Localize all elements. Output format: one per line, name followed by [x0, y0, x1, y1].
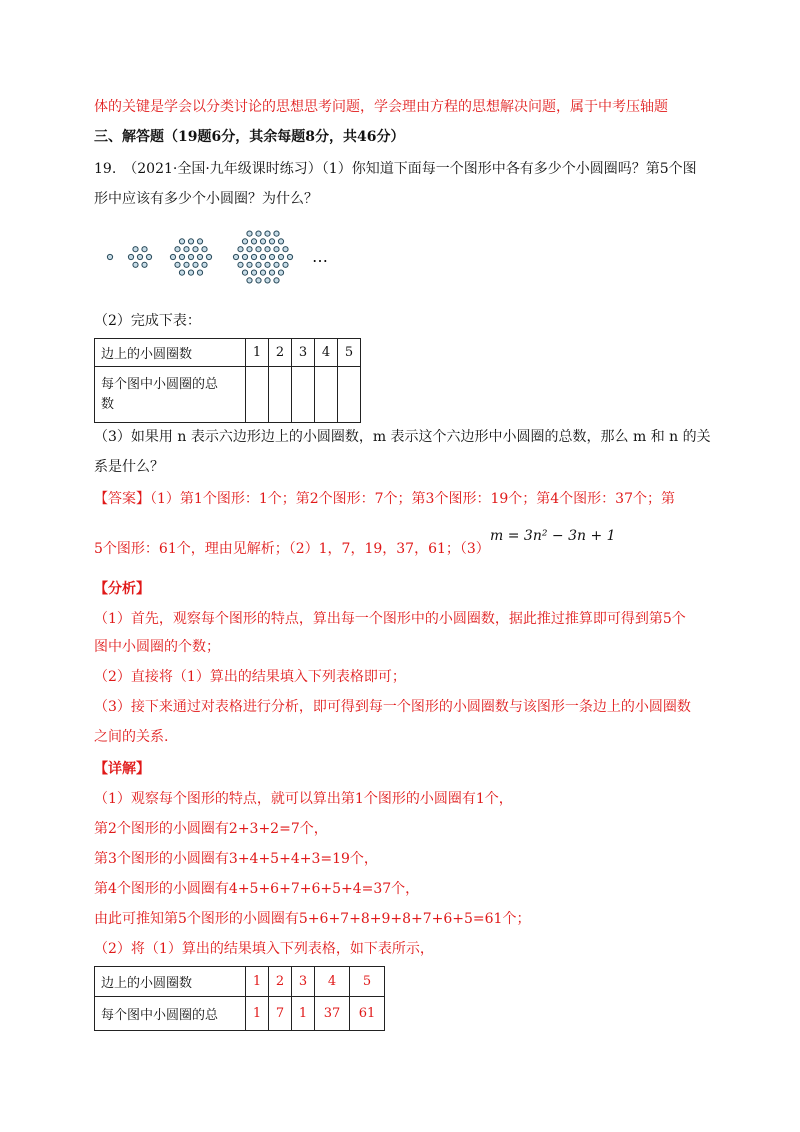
small-circle — [256, 247, 261, 252]
empty-table-col-1: 1 — [246, 339, 269, 367]
small-circle — [179, 254, 184, 259]
small-circle — [265, 262, 270, 267]
filled-table-col-5: 5 — [350, 967, 385, 997]
empty-table-row2-label — [95, 367, 246, 423]
question-line-1: 19. （2021·全国·九年级课时练习）（1）你知道下面每一个图形中各有多少个小圆圈吗？第5个图 — [94, 161, 697, 177]
small-circle — [269, 254, 274, 259]
small-circle — [247, 278, 252, 283]
analysis-p1-b: 图中小圆圈的个数； — [94, 639, 220, 655]
detail-line-4: 第4个图形的小圆圈有4+5+6+7+6+5+4=37个， — [94, 881, 420, 897]
empty-table-col-3: 3 — [292, 339, 315, 367]
empty-cell[interactable] — [292, 367, 315, 423]
filled-table-row1-label: 边上的小圆圈数 — [95, 967, 246, 997]
small-circle — [137, 254, 142, 259]
small-circle — [247, 231, 252, 236]
small-circle — [287, 254, 292, 259]
empty-table-row2-label-a: 每个图中小圆圈的总 — [101, 376, 219, 392]
small-circle — [256, 231, 261, 236]
answer-line-2: 5个图形：61个，理由见解析；（2）1，7，19，37，61；（3） — [94, 541, 490, 557]
small-circle — [170, 254, 175, 259]
small-circle — [242, 270, 247, 275]
empty-cell[interactable] — [269, 367, 292, 423]
small-circle — [202, 247, 207, 252]
small-circle — [179, 270, 184, 275]
empty-table — [94, 338, 361, 423]
detail-heading: 【详解】 — [94, 761, 150, 777]
small-circle — [265, 231, 270, 236]
analysis-heading: 【分析】 — [94, 581, 150, 597]
small-circle — [265, 278, 270, 283]
small-circle — [242, 239, 247, 244]
filled-table-value-4: 37 — [315, 997, 350, 1031]
hexagon-dot-figures — [100, 212, 340, 292]
small-circle — [251, 254, 256, 259]
detail-line-1: （1）观察每个图形的特点，就可以算出第1个图形的小圆圈有1个， — [94, 791, 513, 807]
small-circle — [188, 239, 193, 244]
empty-cell[interactable] — [246, 367, 269, 423]
empty-cell[interactable] — [315, 367, 338, 423]
small-circle — [193, 262, 198, 267]
small-circle — [142, 262, 147, 267]
intro-line: 体的关键是学会以分类讨论的思想思考问题，学会理由方程的思想解决问题，属于中考压轴题 — [94, 99, 668, 115]
small-circle — [238, 247, 243, 252]
small-circle — [179, 239, 184, 244]
filled-table-col-4: 4 — [315, 967, 350, 997]
filled-table-row2-label: 每个图中小圆圈的总 — [95, 997, 246, 1031]
small-circle — [256, 278, 261, 283]
section-heading: 三、解答题（19题6分，其余每题8分，共46分） — [94, 129, 405, 145]
filled-table-value-1: 1 — [246, 997, 269, 1031]
small-circle — [107, 254, 112, 259]
small-circle — [274, 278, 279, 283]
small-circle — [202, 262, 207, 267]
small-circle — [274, 231, 279, 236]
small-circle — [175, 247, 180, 252]
small-circle — [283, 262, 288, 267]
question-line-2: 形中应该有多少个小圆圈？为什么？ — [94, 191, 318, 207]
small-circle — [197, 239, 202, 244]
answer-formula: m = 3n² − 3n + 1 — [490, 528, 616, 544]
small-circle — [283, 247, 288, 252]
small-circle — [238, 262, 243, 267]
empty-table-col-4: 4 — [315, 339, 338, 367]
detail-line-3: 第3个图形的小圆圈有3+4+5+4+3=19个， — [94, 851, 378, 867]
analysis-p2: （2）直接将（1）算出的结果填入下列表格即可； — [94, 669, 406, 685]
small-circle — [142, 247, 147, 252]
small-circle — [233, 254, 238, 259]
analysis-p3-a: （3）接下来通过对表格进行分析，即可得到每一个图形的小圆圈数与该图形一条边上的小圆圈数 — [94, 699, 691, 715]
small-circle — [193, 247, 198, 252]
small-circle — [274, 247, 279, 252]
analysis-p1-a: （1）首先，观察每个图形的特点，算出每一个图形中的小圆圈数，据此推过推算即可得到第5个 — [94, 611, 686, 627]
filled-table-value-5: 61 — [350, 997, 385, 1031]
small-circle — [278, 270, 283, 275]
detail-line-6: （2）将（1）算出的结果填入下列表格，如下表所示， — [94, 941, 434, 957]
empty-table-col-5: 5 — [338, 339, 361, 367]
figure-group — [107, 231, 292, 283]
small-circle — [247, 262, 252, 267]
filled-table-col-3: 3 — [292, 967, 315, 997]
small-circle — [197, 254, 202, 259]
small-circle — [278, 239, 283, 244]
small-circle — [206, 254, 211, 259]
filled-table-value-2: 7 — [269, 997, 292, 1031]
small-circle — [188, 254, 193, 259]
detail-line-2: 第2个图形的小圆圈有2+3+2=7个， — [94, 821, 328, 837]
small-circle — [188, 270, 193, 275]
small-circle — [146, 254, 151, 259]
small-circle — [251, 239, 256, 244]
part3-line-1: （3）如果用 n 表示六边形边上的小圆圈数，m 表示这个六边形中小圆圈的总数，那么 m 和 n 的关 — [94, 429, 711, 445]
small-circle — [256, 262, 261, 267]
filled-table-value-3: 1 — [292, 997, 315, 1031]
small-circle — [247, 247, 252, 252]
small-circle — [133, 262, 138, 267]
part2-prompt: （2）完成下表： — [94, 313, 201, 329]
empty-table-row1-label: 边上的小圆圈数 — [95, 339, 246, 367]
small-circle — [251, 270, 256, 275]
detail-line-5: 由此可推知第5个图形的小圆圈有5+6+7+8+9+8+7+6+5=61个； — [94, 911, 531, 927]
small-circle — [133, 247, 138, 252]
small-circle — [278, 254, 283, 259]
empty-table-col-2: 2 — [269, 339, 292, 367]
small-circle — [269, 239, 274, 244]
empty-table-row2-label-b: 数 — [101, 396, 115, 412]
small-circle — [242, 254, 247, 259]
small-circle — [260, 254, 265, 259]
small-circle — [260, 239, 265, 244]
small-circle — [260, 270, 265, 275]
empty-cell[interactable] — [338, 367, 361, 423]
filled-table-col-2: 2 — [269, 967, 292, 997]
small-circle — [175, 262, 180, 267]
answer-line-1: 【答案】（1）第1个图形：1个；第2个图形：7个；第3个图形：19个；第4个图形：37个；第 — [94, 491, 675, 507]
small-circle — [197, 270, 202, 275]
figures-ellipsis: … — [312, 247, 328, 266]
filled-table — [94, 966, 385, 1031]
small-circle — [184, 262, 189, 267]
filled-table-col-1: 1 — [246, 967, 269, 997]
small-circle — [265, 247, 270, 252]
small-circle — [128, 254, 133, 259]
small-circle — [274, 262, 279, 267]
small-circle — [269, 270, 274, 275]
analysis-p3-b: 之间的关系. — [94, 729, 169, 745]
small-circle — [184, 247, 189, 252]
part3-line-2: 系是什么？ — [94, 459, 164, 475]
